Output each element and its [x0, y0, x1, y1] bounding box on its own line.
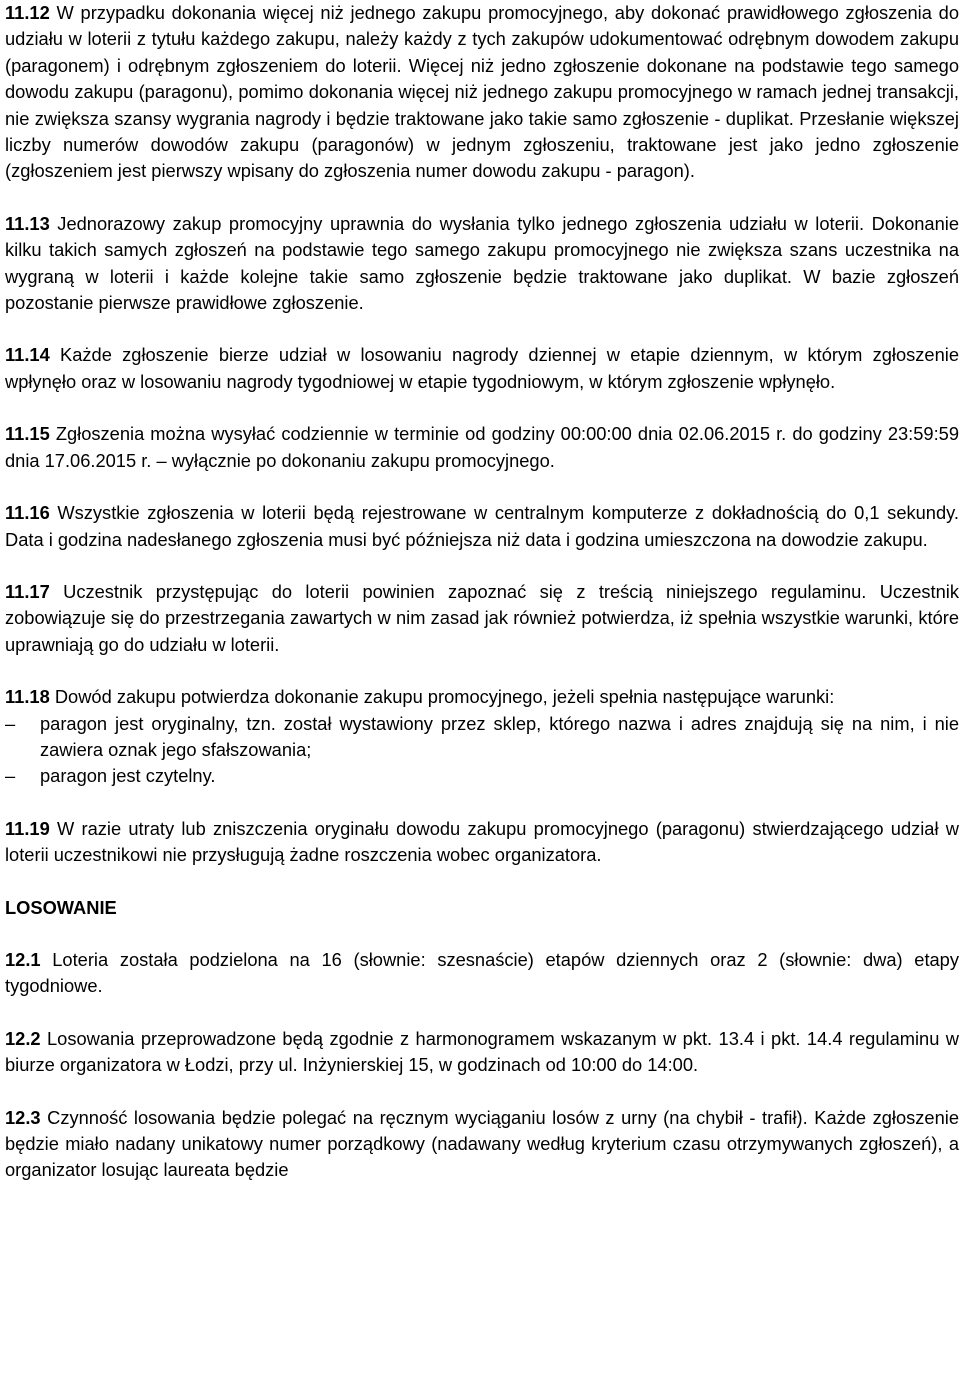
section-11-14 — [5, 342, 959, 395]
section-11-16 — [5, 500, 959, 553]
conditions-list — [5, 711, 959, 790]
section-text: Losowania przeprowadzone będą zgodnie z harmonogramem wskazanym w pkt. 13.4 i pkt. 14.4 regulaminu w biurze organizatora w Łodzi, przy ul. Inżynierskiej 15, w godzinach od 10:00 do 14:00. — [5, 1027, 959, 1076]
dash-bullet: – — [5, 712, 16, 734]
paragraph-gap — [5, 658, 959, 684]
paragraph-gap — [5, 395, 959, 421]
section-11-15 — [5, 421, 959, 474]
section-text: Zgłoszenia można wysyłać codziennie w terminie od godziny 00:00:00 dnia 02.06.2015 r. do godziny 23:59:59 dnia 17.06.2015 r. – wyłącznie po dokonaniu zakupu promocyjnego. — [5, 423, 959, 471]
dash-bullet: – — [5, 765, 16, 787]
section-11-17 — [5, 579, 959, 658]
section-11-19 — [5, 816, 959, 869]
document-page — [5, 0, 959, 1184]
list-item — [5, 711, 959, 764]
section-number: 11.17 — [5, 580, 50, 602]
section-number: 11.18 — [5, 686, 50, 708]
paragraph-gap — [5, 921, 959, 947]
section-11-13 — [5, 211, 959, 317]
section-text: W razie utraty lub zniszczenia oryginału dowodu zakupu promocyjnego (paragonu) stwierdzającego udział w loterii uczestnikowi nie przysługują żadne roszczenia wobec organizatora. — [5, 817, 959, 866]
section-number: 11.19 — [5, 817, 50, 839]
section-12-3 — [5, 1105, 959, 1184]
section-text: Wszystkie zgłoszenia w loterii będą rejestrowane w centralnym komputerze z dokładnością do 0,1 sekundy. Data i godzina nadesłanego zgłoszenia musi być późniejsza niż data i godzina umieszczona na dowodzie zakupu. — [5, 502, 959, 550]
paragraph-gap — [5, 1079, 959, 1105]
section-text: Czynność losowania będzie polegać na ręcznym wyciąganiu losów z urny (na chybił - trafił). Każde zgłoszenie będzie miało nadany unikatowy numer porządkowy (nadawany według kryterium czasu otrzymywanych zgłoszeń), a organizator losując laureata będzie — [5, 1106, 959, 1181]
section-number: 12.1 — [5, 948, 41, 970]
section-number: 11.15 — [5, 423, 50, 445]
paragraph-gap — [5, 790, 959, 816]
section-text: Loteria została podzielona na 16 (słownie: szesnaście) etapów dziennych oraz 2 (słownie: dwa) etapy tygodniowe. — [5, 948, 959, 997]
paragraph-gap — [5, 185, 959, 211]
section-text: Uczestnik przystępując do loterii powinien zapoznać się z treścią niniejszego regulaminu. Uczestnik zobowiązuje się do przestrzegania zawartych w nim zasad jak również potwierdza, iż spełnia wszystkie warunki, które uprawniają go do udziału w loterii. — [5, 580, 959, 655]
paragraph-gap — [5, 316, 959, 342]
section-number: 12.2 — [5, 1027, 41, 1049]
section-number: 11.16 — [5, 502, 50, 524]
section-text: Jednorazowy zakup promocyjny uprawnia do wysłania tylko jednego zgłoszenia udziału w loterii. Dokonanie kilku takich samych zgłoszeń na podstawie tego samego zakupu promocyjnego nie zwiększa szans uczestnika na wygraną w loterii i każde kolejne takie samo zgłoszenie będzie traktowane jako duplikat. W bazie zgłoszeń pozostanie pierwsze prawidłowe zgłoszenie. — [5, 212, 959, 314]
section-text: Dowód zakupu potwierdza dokonanie zakupu promocyjnego, jeżeli spełnia następujące warunki: — [49, 686, 835, 708]
section-12-1 — [5, 947, 959, 1000]
section-number: 12.3 — [5, 1106, 41, 1128]
section-heading: LOSOWANIE — [5, 896, 117, 918]
section-text: W przypadku dokonania więcej niż jednego zakupu promocyjnego, aby dokonać prawidłowego zgłoszenia do udziału w loterii z tytułu każdego zakupu, należy każdy z tych zakupów udokumentować odrębnym dowodem zakupu (paragonem) i odrębnym zgłoszeniem do loterii. Więcej niż jedno zgłoszenie dokonane na podstawie tego samego dowodu zakupu (paragonu), pomimo dokonania więcej niż jednego zakupu promocyjnego w ramach jednej transakcji, nie zwiększa szansy wygrania nagrody i będzie traktowane jako takie samo zgłoszenie - duplikat. Przesłanie większej liczby numerów dowodów zakupu (paragonów) w jednym zgłoszeniu, traktowane jest jako jedno zgłoszenie (zgłoszeniem jest pierwszy wpisany do zgłoszenia numer dowodu zakupu - paragon). — [5, 2, 959, 182]
paragraph-gap — [5, 474, 959, 500]
section-12-2 — [5, 1026, 959, 1079]
paragraph-gap — [5, 869, 959, 895]
section-number: 11.13 — [5, 212, 50, 234]
list-item — [5, 763, 959, 789]
list-item-text: paragon jest oryginalny, tzn. został wystawiony przez sklep, którego nazwa i adres znajdują się na nim, i nie zawiera oznak jego sfałszowania; — [40, 712, 959, 760]
paragraph-gap — [5, 553, 959, 579]
section-11-12 — [5, 0, 959, 185]
paragraph-gap — [5, 1000, 959, 1026]
section-11-18 — [5, 684, 959, 710]
section-number: 11.12 — [5, 2, 50, 23]
section-number: 11.14 — [5, 344, 50, 366]
section-text: Każde zgłoszenie bierze udział w losowaniu nagrody dziennej w etapie dziennym, w którym zgłoszenie wpłynęło oraz w losowaniu nagrody tygodniowej w etapie tygodniowym, w którym zgłoszenie wpłynęło. — [5, 344, 959, 392]
list-item-text: paragon jest czytelny. — [40, 765, 216, 787]
